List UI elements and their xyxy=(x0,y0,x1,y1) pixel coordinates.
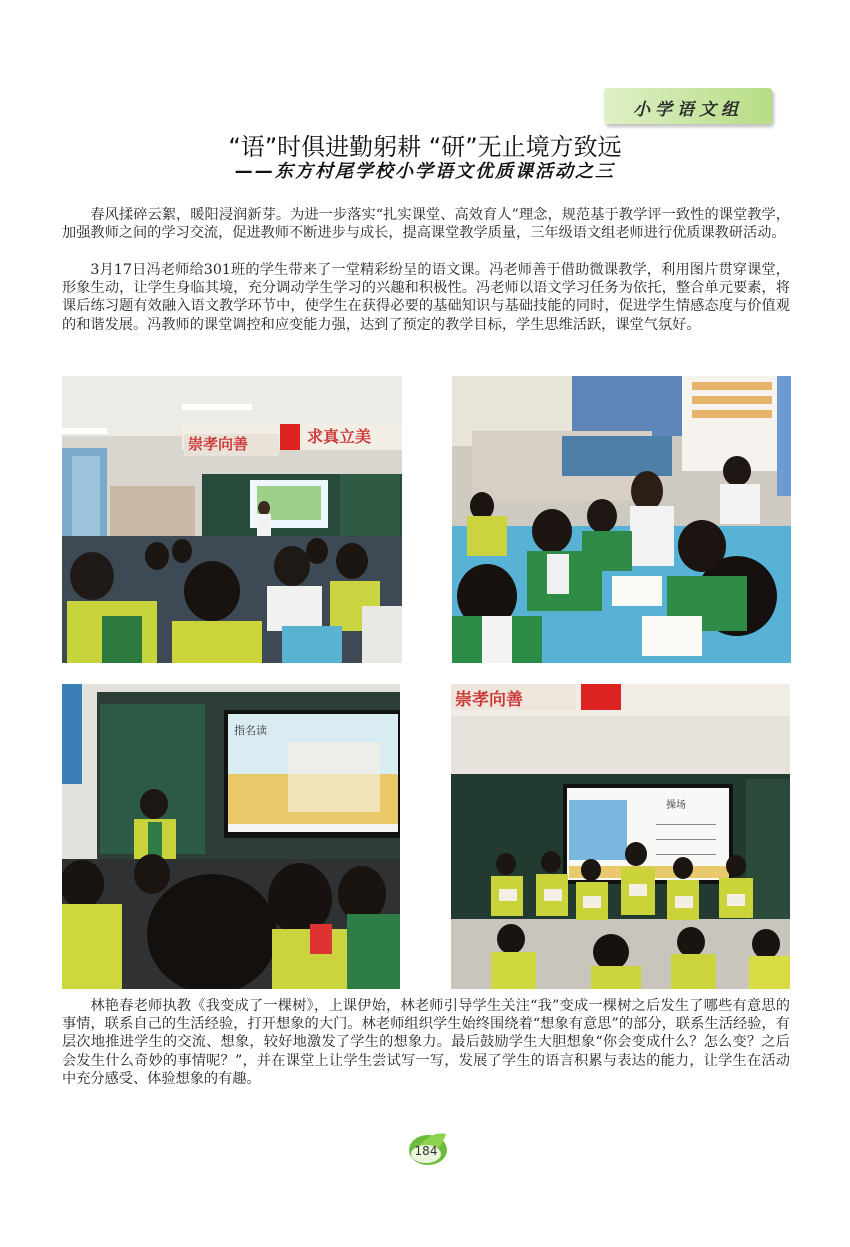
article-subtitle: ——东方村尾学校小学语文优质课活动之三 xyxy=(235,161,615,182)
section-tag xyxy=(604,88,772,124)
photo-group-reading xyxy=(452,376,791,663)
banner-right: 求真立美 xyxy=(307,427,372,446)
photo-student-reading xyxy=(62,684,400,989)
paragraph-feng-lesson: 3月17日冯老师给301班的学生带来了一堂精彩纷呈的语文课。冯老师善于借助微课教学，利用图片贯穿课堂，形象生动，让学生身临其境，充分调动学生学习的兴趣和积极性。冯老师以语文学习任务为依托，整合单元要素，将课后练习题有效融入语文教学环节中，使学生在获得必要的基础知识与基础技能的同时，促进学生情感态度与价值观的和谐发展。冯教师的课堂调控和应变能力强，达到了预定的教学目标，学生思维活跃，课堂气氛好。 xyxy=(62,262,790,333)
paragraph-lin-lesson: 林艳春老师执教《我变成了一棵树》，上课伊始，林老师引导学生关注“我”变成一棵树之后发生了哪些有意思的事情，联系自己的生活经验，打开想象的大门。林老师组织学生始终围绕着“想象有意思”的部分，联系生活经验，有层次地推进学生的交流、想象，较好地激发了学生的想象力。最后鼓励学生大胆想象“你会变成什么？怎么变？之后会发生什么奇妙的事情呢？”，并在课堂上让学生尝试写一写，发展了学生的语言积累与表达的能力，让学生在活动中充分感受、体验想象的有趣。 xyxy=(62,998,790,1087)
paragraph-intro: 春风揉碎云絮，暖阳浸润新芽。为进一步落实“扎实课堂、高效育人”理念，规范基于教学评一致性的课堂教学，加强教师之间的学习交流，促进教师不断进步与成长，提高课堂教学质量，三年级语文组老师进行优质课教研活动。 xyxy=(62,207,790,242)
screen-title: 指名读 xyxy=(234,724,267,737)
photo-students-performing xyxy=(451,684,790,989)
page-number: 184 xyxy=(414,1144,438,1158)
section-tag-label: 小学语文组 xyxy=(633,100,743,120)
screen-title: 操场 xyxy=(666,800,686,811)
banner-left: 崇孝向善 xyxy=(188,435,249,453)
photo-classroom-front xyxy=(62,376,402,663)
banner: 崇孝向善 xyxy=(455,690,523,710)
page-number-badge xyxy=(402,1128,450,1170)
article-title: “语”时俱进勤躬耕 “研”无止境方致远 xyxy=(228,133,622,161)
